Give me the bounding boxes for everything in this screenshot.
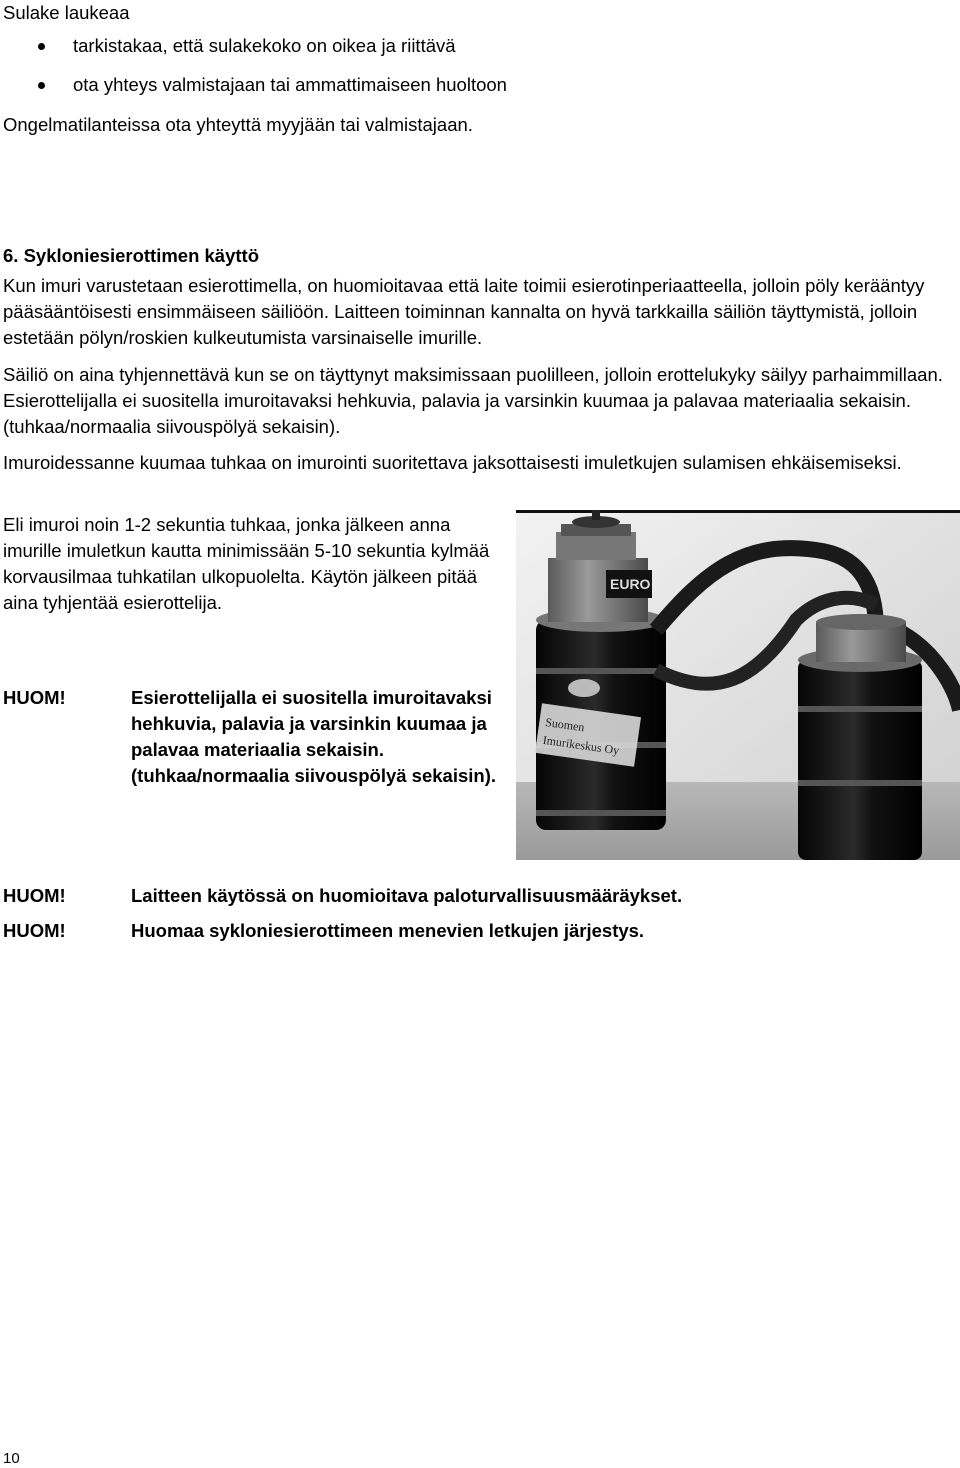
fuse-note: Ongelmatilanteissa ota yhteyttä myyjään tai valmistajaan. (3, 114, 473, 135)
bullet-text: ota yhteys valmistajaan tai ammattimaiseen huoltoon (73, 74, 507, 95)
bullet-text: tarkistakaa, että sulakekoko on oikea ja riittävä (73, 35, 456, 56)
list-item (0, 33, 507, 72)
note-text: Huomaa sykloniesierottimeen menevien letkujen järjestys. (131, 920, 645, 941)
page-number: 10 (3, 1450, 20, 1467)
paragraph-instructions: Eli imuroi noin 1-2 sekuntia tuhkaa, jonka jälkeen anna imurille imuletkun kautta minimissään 5-10 sekuntia kylmää korvausilmaa tuhkatilan ulkopuolelta. Käytön jälkeen pitää aina tyhjentää esierottelija. (3, 514, 490, 613)
barrel-label-line2: Imurikeskus Oy (541, 732, 621, 758)
note-text: Esierottelijalla ei suositella imuroitavaksi hehkuvia, palavia ja varsinkin kuumaa ja palavaa materiaalia sekaisin. (tuhkaa/normaalia siivouspölyä sekaisin). (131, 687, 496, 786)
paragraph-ash: Imuroidessanne kuumaa tuhkaa on imurointi suoritettava jaksottaisesti imuletkujen sulamisen ehkäisemiseksi. (3, 452, 902, 473)
list-item (0, 72, 507, 111)
paragraph-emptying: Säiliö on aina tyhjennettävä kun se on täyttynyt maksimissaan puolilleen, jolloin erottelukyky säilyy parhaimmillaan. Esierottelijalla ei suositella imuroitavaksi hehkuvia, palavia ja varsinkin kuumaa ja palavaa materiaalia sekaisin. (tuhkaa/normaalia siivouspölyä sekaisin). (3, 364, 943, 437)
bullet-icon (38, 82, 45, 89)
tank-label: EURO (610, 576, 651, 592)
separator-photo (516, 510, 960, 860)
note-label: HUOM! (3, 885, 66, 906)
section-title: 6. Sykloniesierottimen käyttö (3, 245, 260, 266)
fuse-bullet-list (0, 33, 507, 111)
fuse-heading: Sulake laukeaa (3, 2, 130, 23)
note-label: HUOM! (3, 687, 66, 708)
bullet-icon (38, 43, 45, 50)
note-label: HUOM! (3, 920, 66, 941)
paragraph-intro: Kun imuri varustetaan esierottimella, on huomioitavaa että laite toimii esierotinperiaatteella, jolloin pöly kerääntyy pääsääntöisesti ensimmäiseen säiliöön. Laitteen toiminnan kannalta on hyvä tarkkailla säiliön täyttymistä, jolloin estetään pölyn/roskien kulkeutumista varsinaiselle imurille. (3, 275, 925, 348)
barrel-label-line1: Suomen (544, 715, 586, 735)
note-text: Laitteen käytössä on huomioitava paloturvallisuusmääräykset. (131, 885, 683, 906)
